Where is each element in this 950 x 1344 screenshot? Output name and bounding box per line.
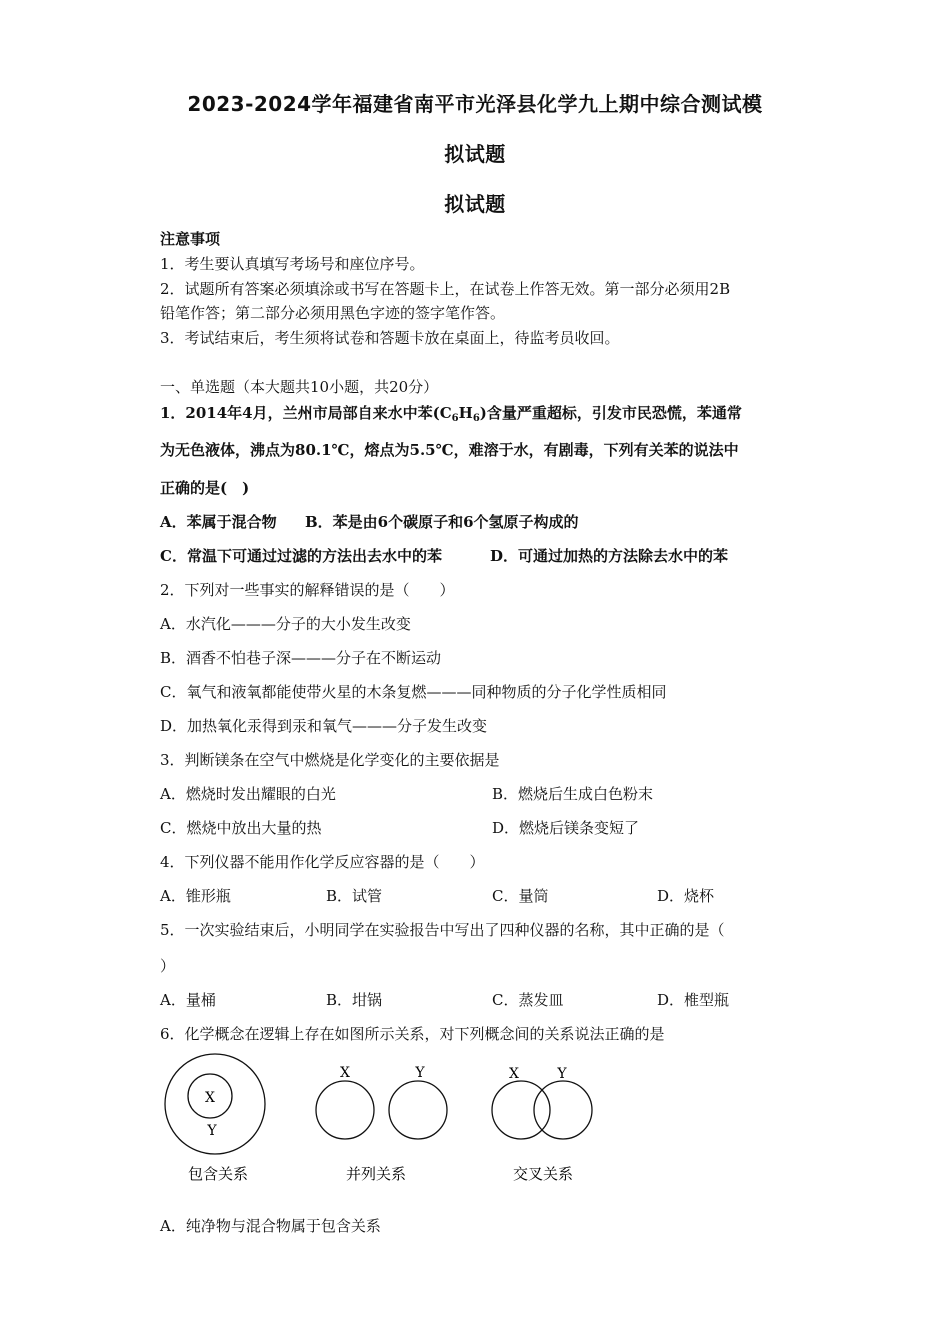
q1-text-c: )含量严重超标，引发市民恐慌，苯通常 <box>479 404 742 422</box>
q1-option-a[interactable]: A．苯属于混合物 <box>160 513 277 531</box>
q6-option-a[interactable]: A．纯净物与混合物属于包含关系 <box>160 1217 381 1235</box>
q2-stem: 2．下列对一些事实的解释错误的是（ ） <box>160 581 455 599</box>
q2-option-d[interactable]: D．加热氧化汞得到汞和氧气———分子发生改变 <box>160 717 488 735</box>
cross-relation-label: 交叉关系 <box>512 1165 574 1183</box>
q4-option-b[interactable]: B．试管 <box>326 887 383 905</box>
q1-stem-line2: 为无色液体，沸点为80.1℃，熔点为5.5℃，难溶于水，有剧毒，下列有关苯的说法中 <box>160 441 739 459</box>
outer-circle-y <box>165 1054 265 1154</box>
q6-stem: 6．化学概念在逻辑上存在如图所示关系，对下列概念间的关系说法正确的是 <box>160 1025 665 1043</box>
parallel-circle-x <box>316 1081 374 1139</box>
notice-heading: 注意事项 <box>160 230 221 248</box>
page-title-line2: 拟试题 <box>444 142 506 166</box>
notice-item-2b: 铅笔作答；第二部分必须用黑色字迹的签字笔作答。 <box>160 304 506 322</box>
notice-item-1: 1．考生要认真填写考场号和座位序号。 <box>160 255 425 273</box>
cross-y-label: Y <box>557 1066 567 1082</box>
q5-option-d[interactable]: D．椎型瓶 <box>657 991 730 1009</box>
q1-subscript-c: 6 <box>451 413 459 424</box>
contain-x-label: X <box>205 1090 215 1106</box>
q4-option-c[interactable]: C．量筒 <box>492 887 549 905</box>
q5-stem-line1: 5．一次实验结束后，小明同学在实验报告中写出了四种仪器的名称，其中正确的是（ <box>160 921 725 939</box>
cross-circle-y <box>534 1081 592 1139</box>
page-title-line1: 2023-2024学年福建省南平市光泽县化学九上期中综合测试模 <box>187 92 763 116</box>
q5-stem-line2: ） <box>160 957 176 975</box>
q5-option-a[interactable]: A．量桶 <box>160 991 216 1009</box>
q1-option-b[interactable]: B．苯是由6个碳原子和6个氢原子构成的 <box>305 513 579 531</box>
q2-option-b[interactable]: B．酒香不怕巷子深———分子在不断运动 <box>160 649 442 667</box>
contain-relation-label: 包含关系 <box>187 1165 249 1183</box>
q2-option-c[interactable]: C．氧气和液氧都能使带火星的木条复燃———同种物质的分子化学性质相同 <box>160 683 667 701</box>
q4-option-a[interactable]: A．锥形瓶 <box>160 887 231 905</box>
q3-option-b[interactable]: B．燃烧后生成白色粉末 <box>492 785 654 803</box>
q5-option-c[interactable]: C．蒸发皿 <box>492 991 564 1009</box>
section-heading: 一、单选题（本大题共10小题，共20分） <box>160 378 439 396</box>
cross-circle-x <box>492 1081 550 1139</box>
q1-option-d[interactable]: D．可通过加热的方法除去水中的苯 <box>490 547 729 565</box>
q5-option-b[interactable]: B．坩锅 <box>326 991 383 1009</box>
notice-item-2a: 2．试题所有答案必须填涂或书写在答题卡上，在试卷上作答无效。第一部分必须用2B <box>160 280 731 298</box>
q3-option-d[interactable]: D．燃烧后镁条变短了 <box>492 819 640 837</box>
parallel-relation-label: 并列关系 <box>345 1165 407 1183</box>
contain-y-label: Y <box>207 1123 217 1139</box>
q4-stem: 4．下列仪器不能用作化学反应容器的是（ ） <box>160 853 485 871</box>
q3-stem: 3．判断镁条在空气中燃烧是化学变化的主要依据是 <box>160 751 500 769</box>
notice-item-3: 3．考试结束后，考生须将试卷和答题卡放在桌面上，待监考员收回。 <box>160 329 620 347</box>
parallel-x-label: X <box>340 1065 350 1081</box>
q1-subscript-h: 6 <box>472 413 480 424</box>
q4-option-d[interactable]: D．烧杯 <box>657 887 715 905</box>
q1-text-a: 1．2014年4月，兰州市局部自来水中苯(C <box>160 404 452 422</box>
parallel-y-label: Y <box>415 1065 425 1081</box>
q2-option-a[interactable]: A．水汽化———分子的大小发生改变 <box>160 615 411 633</box>
parallel-circle-y <box>389 1081 447 1139</box>
q1-option-c[interactable]: C．常温下可通过过滤的方法出去水中的苯 <box>160 547 442 565</box>
q3-option-c[interactable]: C．燃烧中放出大量的热 <box>160 819 322 837</box>
q1-text-b: H <box>458 404 473 422</box>
page-title-line3: 拟试题 <box>444 192 506 216</box>
cross-x-label: X <box>509 1066 519 1082</box>
q3-option-a[interactable]: A．燃烧时发出耀眼的白光 <box>160 785 336 803</box>
q1-stem-line3: 正确的是( ) <box>160 479 250 497</box>
